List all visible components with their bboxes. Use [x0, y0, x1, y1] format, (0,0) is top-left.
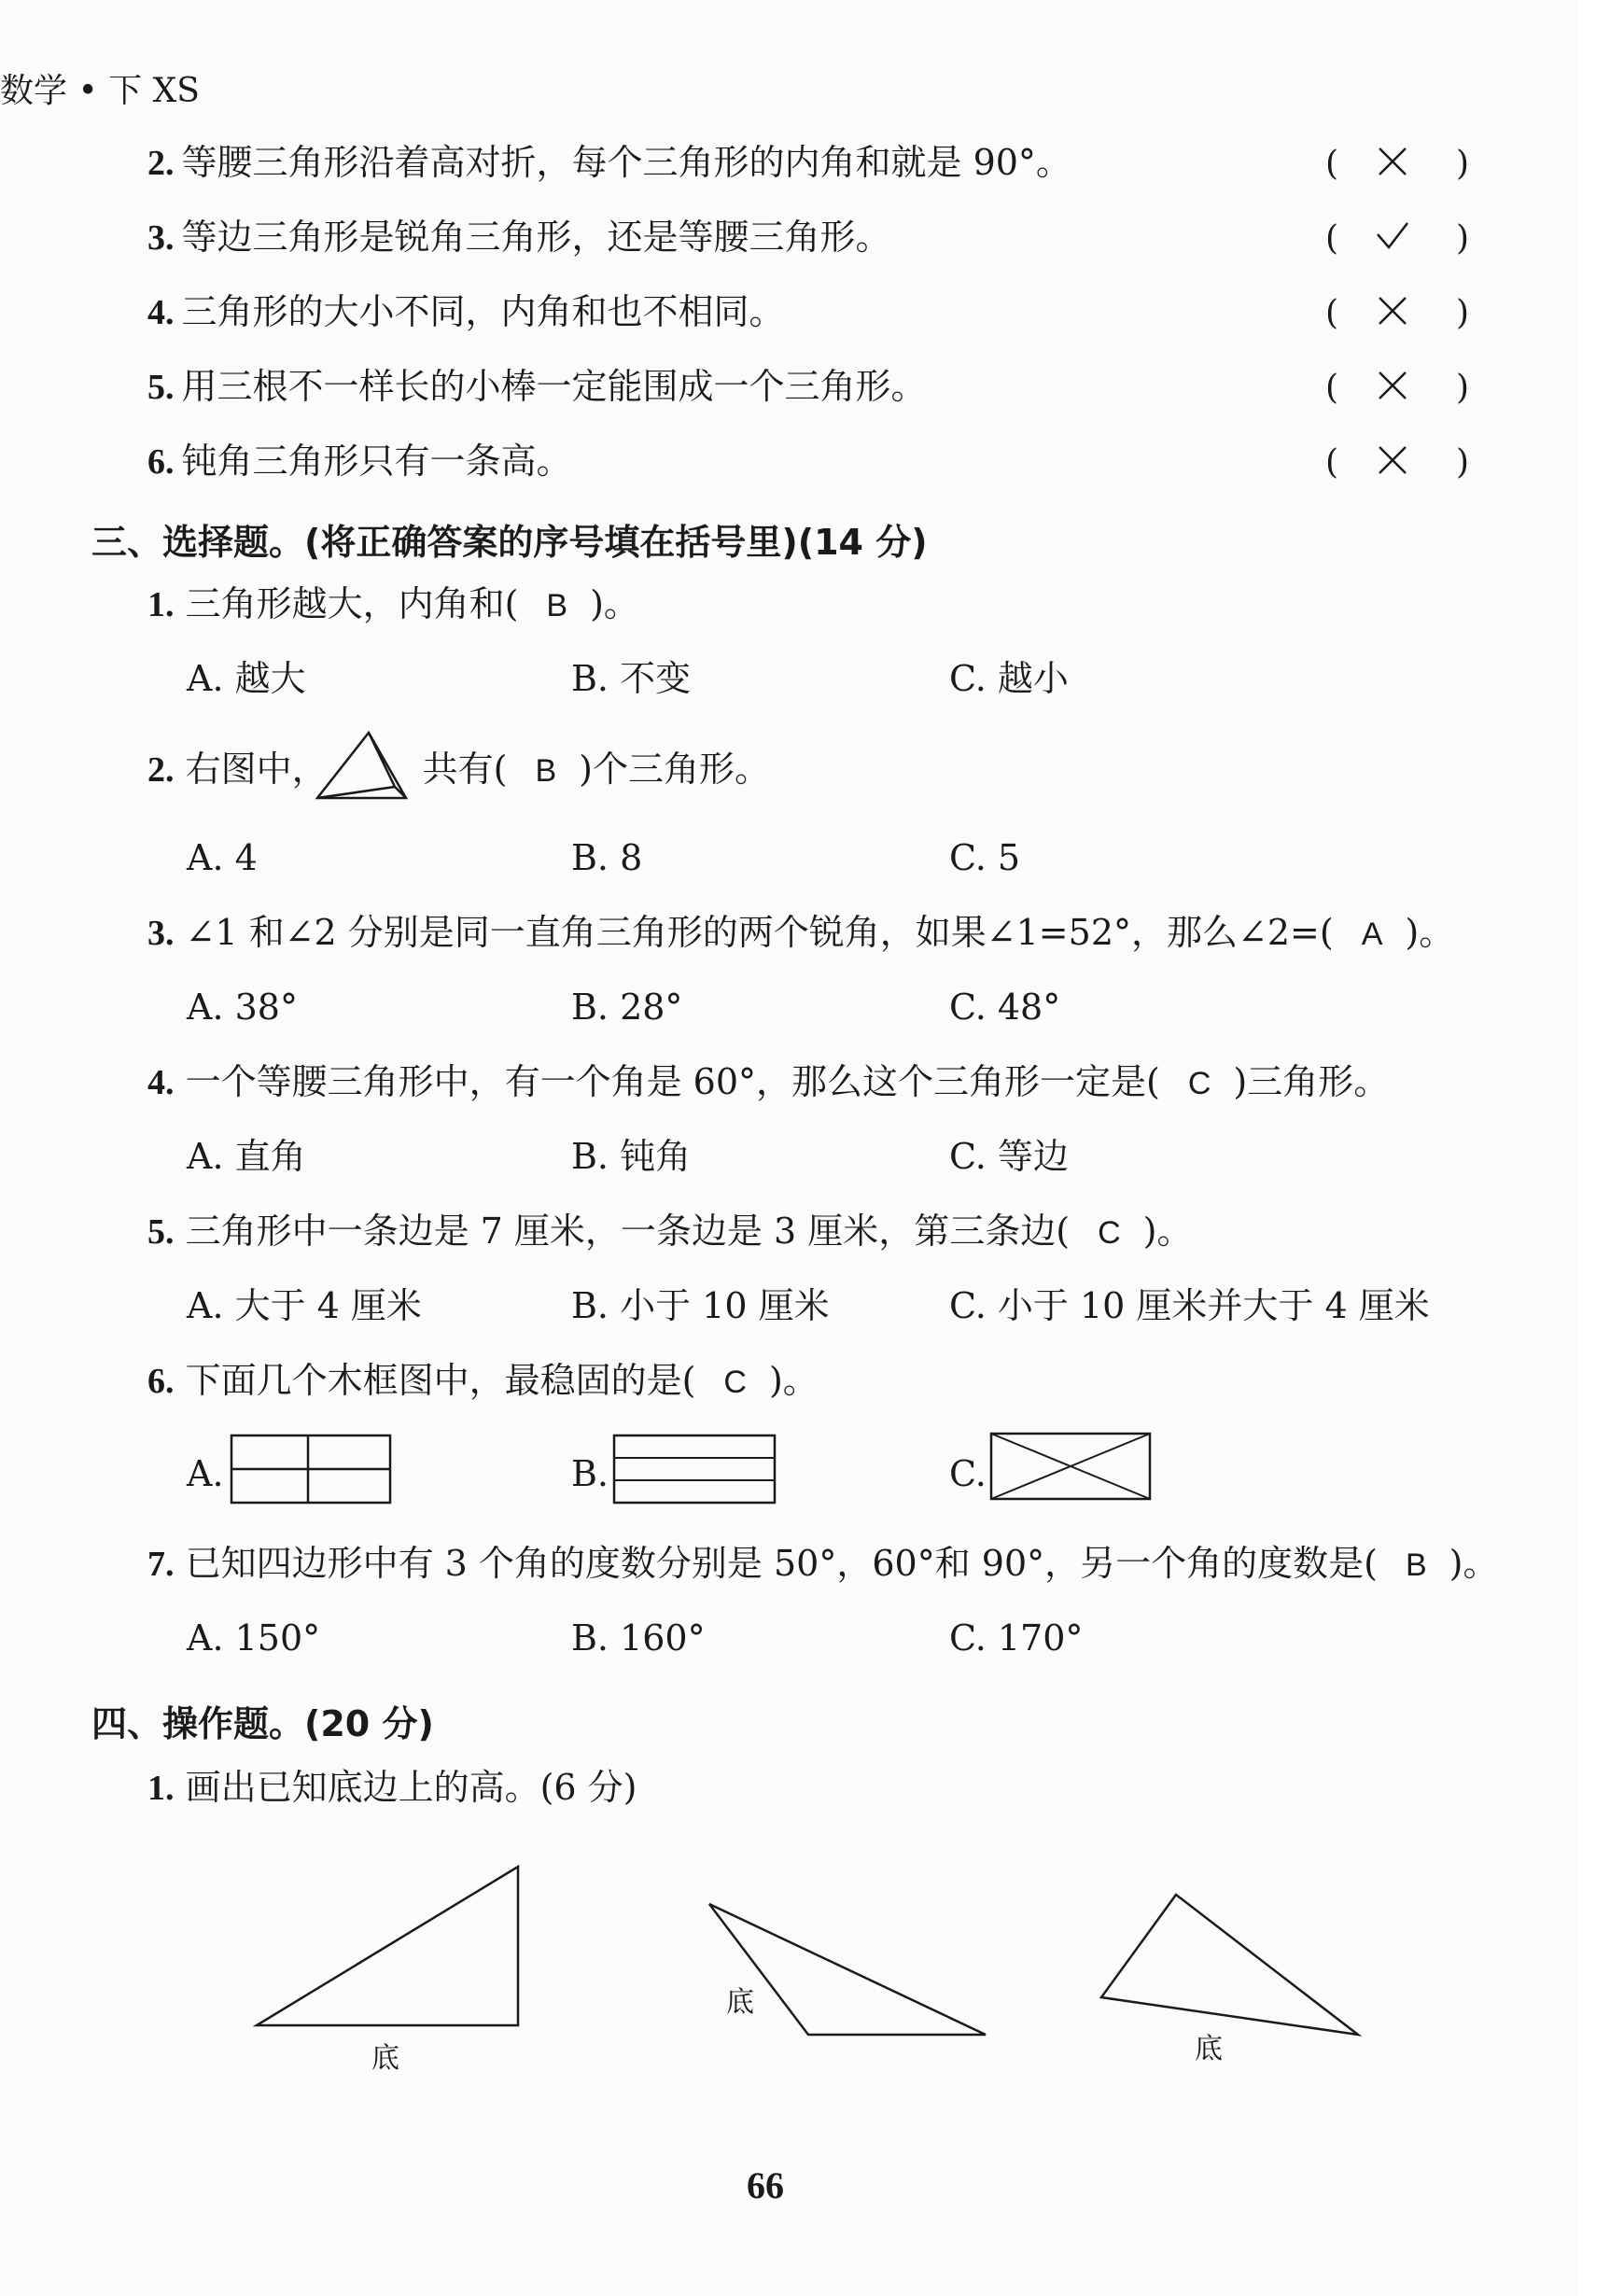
q4-option-c: C. 等边 [949, 1136, 1069, 1177]
judge-paren-open: ( [1325, 294, 1339, 332]
question-1: 1. 三角形越大，内角和( B )。 [147, 583, 639, 624]
answer-5: C [1098, 1215, 1121, 1251]
judge-item: 2. 等腰三角形沿着高对折，每个三角形的内角和就是 90°。 [147, 142, 1071, 183]
answer-4: C [1187, 1066, 1211, 1101]
q3-option-c: C. 48° [949, 987, 1061, 1028]
q4-option-a: A. 直角 [187, 1136, 306, 1177]
question-2: 2. 右图中， 共有( B )个三角形。 [147, 749, 770, 790]
answer-1: B [546, 588, 568, 623]
judge-paren-close: ) [1456, 443, 1470, 482]
answer-3: A [1361, 917, 1383, 952]
cross-icon [1374, 143, 1411, 180]
judge-paren-open: ( [1325, 443, 1339, 482]
cross-icon [1374, 441, 1411, 479]
q7-option-b: B. 160° [571, 1617, 706, 1659]
q3-option-b: B. 28° [571, 987, 683, 1028]
q5-option-c: C. 小于 10 厘米并大于 4 厘米 [949, 1285, 1430, 1326]
obtuse-triangle-figure-icon [700, 1895, 999, 2044]
judge-paren-close: ) [1456, 145, 1470, 183]
page-number: 66 [747, 2164, 784, 2206]
section3-title: 三、选择题。(将正确答案的序号填在括号里)(14 分) [91, 522, 928, 563]
judge-item: 3. 等边三角形是锐角三角形，还是等腰三角形。 [147, 217, 891, 258]
right-triangle-figure-icon [243, 1857, 532, 2044]
q1-option-a: A. 越大 [187, 658, 306, 699]
frame-b-icon [612, 1434, 780, 1508]
judge-paren-open: ( [1325, 219, 1339, 258]
q2-option-a: A. 4 [187, 837, 258, 878]
q6-option-c: C. [949, 1453, 987, 1494]
answer-6: C [723, 1365, 747, 1400]
q6-option-a: A. [187, 1453, 224, 1494]
q2-option-b: B. 8 [571, 837, 643, 878]
running-head: 数学 • 下 XS [0, 72, 200, 110]
q1-option-b: B. 不变 [571, 658, 692, 699]
question-7: 7. 已知四边形中有 3 个角的度数分别是 50°，60°和 90°，另一个角的度数是( B )。 [147, 1543, 1499, 1584]
section4-title: 四、操作题。(20 分) [91, 1703, 434, 1744]
frame-c-icon [987, 1430, 1155, 1505]
frame-a-icon [230, 1434, 394, 1508]
base-label-1: 底 [371, 2042, 399, 2075]
q7-option-a: A. 150° [187, 1617, 321, 1659]
q3-option-a: A. 38° [187, 987, 298, 1028]
acute-triangle-figure-icon [1092, 1885, 1363, 2044]
answer-2: B [535, 753, 557, 789]
judge-paren-close: ) [1456, 294, 1470, 332]
question-3: 3. ∠1 和∠2 分别是同一直角三角形的两个锐角，如果∠1=52°，那么∠2=( A )。 [147, 912, 1455, 953]
answer-7: B [1405, 1547, 1427, 1583]
question-6: 6. 下面几个木框图中，最稳固的是( C )。 [147, 1360, 819, 1401]
judge-item: 5. 用三根不一样长的小棒一定能围成一个三角形。 [147, 366, 927, 407]
question-4: 4. 一个等腰三角形中，有一个角是 60°，那么这个三角形一定是( C )三角形。 [147, 1061, 1390, 1102]
check-icon [1374, 217, 1411, 255]
q2-option-c: C. 5 [949, 837, 1021, 878]
q1-option-c: C. 越小 [949, 658, 1069, 699]
q4-option-b: B. 钝角 [571, 1136, 692, 1177]
q7-option-c: C. 170° [949, 1617, 1084, 1659]
triangle-figure-icon [313, 728, 415, 803]
judge-paren-open: ( [1325, 369, 1339, 407]
cross-icon [1374, 367, 1411, 404]
judge-paren-open: ( [1325, 145, 1339, 183]
question-5: 5. 三角形中一条边是 7 厘米，一条边是 3 厘米，第三条边( C )。 [147, 1211, 1193, 1252]
base-label-2: 底 [726, 1986, 754, 2019]
q6-option-b: B. [571, 1453, 609, 1494]
judge-item: 4. 三角形的大小不同，内角和也不相同。 [147, 291, 785, 332]
cross-icon [1374, 292, 1411, 329]
q5-option-b: B. 小于 10 厘米 [571, 1285, 830, 1326]
judge-paren-close: ) [1456, 369, 1470, 407]
judge-paren-close: ) [1456, 219, 1470, 258]
q5-option-a: A. 大于 4 厘米 [187, 1285, 422, 1326]
operation-question-1: 1. 画出已知底边上的高。(6 分) [147, 1767, 637, 1808]
judge-item: 6. 钝角三角形只有一条高。 [147, 441, 572, 482]
base-label-3: 底 [1195, 2033, 1223, 2065]
